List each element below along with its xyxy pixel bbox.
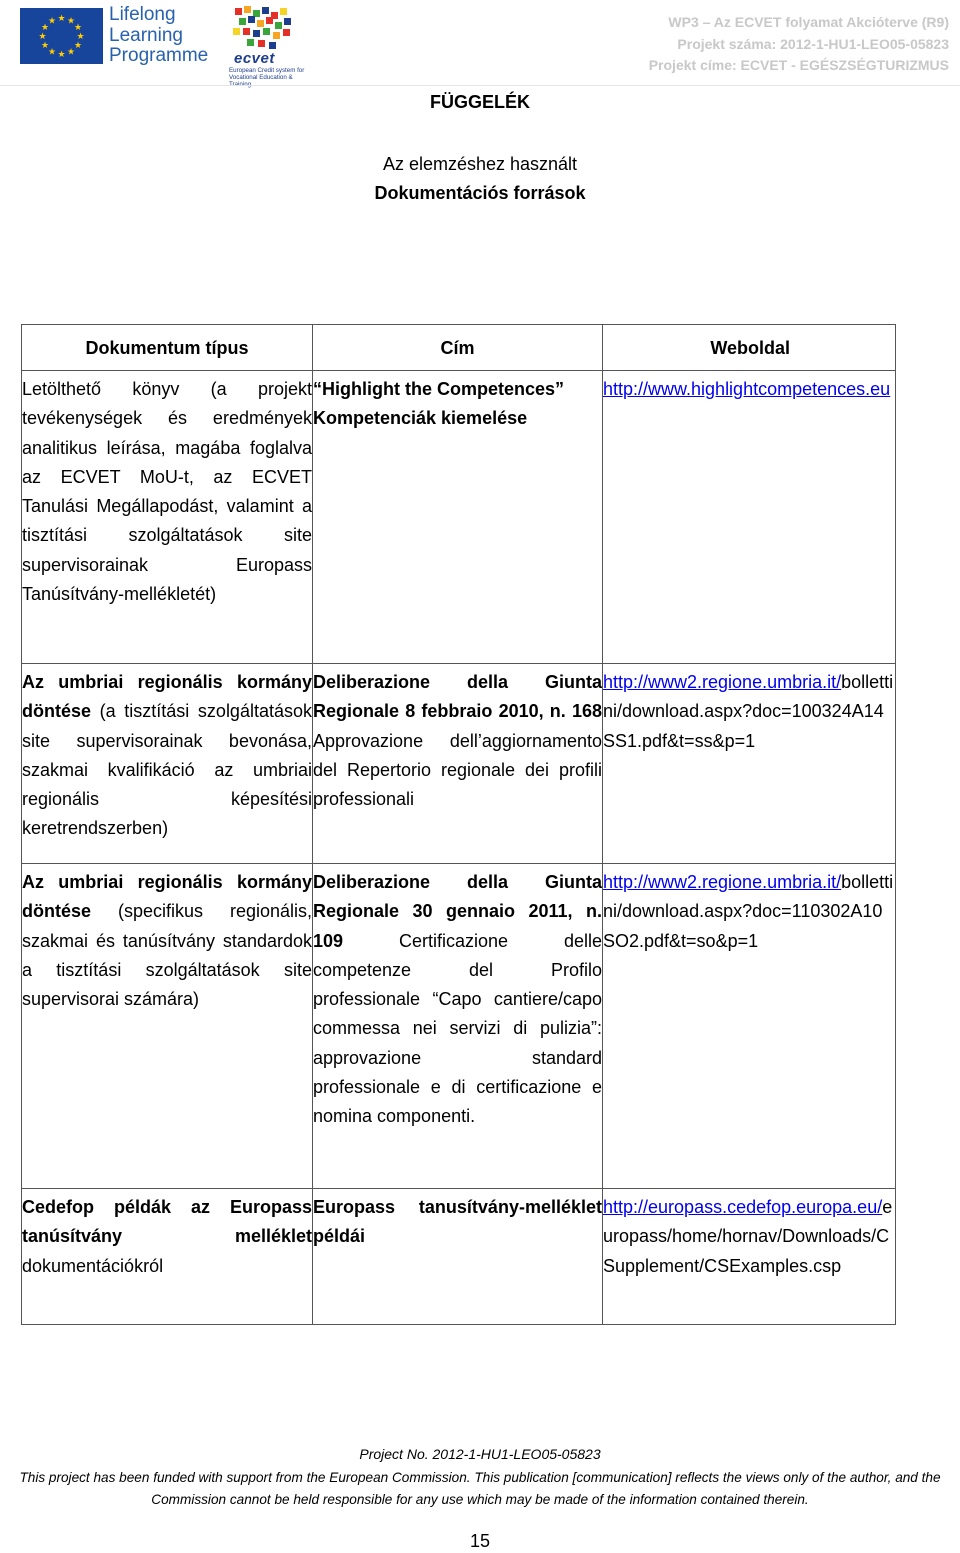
table-row [22,371,895,664]
svg-text:★: ★ [57,50,66,60]
page-title: FÜGGELÉK [429,92,530,112]
page-number: 15 [469,1531,491,1551]
header-line-2: Projekt száma: 2012-1-HU1-LEO05-05823 [677,35,949,52]
document-type-cell: Letölthető könyv (a projekt tevékenységek és eredmények analitikus leírása, magába foglalva az ECVET MoU-t, az ECVET Tanulási Megállapodást, valamint a tisztítási szolgáltatások site supervisorainak Europass Tanúsítvány-mellékletét) [22,379,312,605]
website-link[interactable]: http://www2.regione.umbria.it/ [603,672,842,692]
website-cell [602,864,894,1188]
title-cell [312,864,602,1188]
llp-line-3: Programme [109,45,209,66]
title-cell: Europass tanusítvány-melléklet példái [312,1189,602,1324]
eu-flag-logo [20,8,103,64]
svg-text:★: ★ [66,47,76,58]
column-header-website: Weboldal [602,325,894,370]
svg-text:★: ★ [40,41,50,51]
column-header-type: Dokumentum típus [85,338,249,358]
svg-text:★: ★ [47,47,57,58]
svg-text:★: ★ [76,32,85,42]
ecvet-logo-subtitle: European Credit system for Vocational Education & [229,67,305,81]
table-header-row [22,325,895,371]
website-link[interactable]: http://www2.regione.umbria.it/ [603,872,842,892]
title-cell [312,664,602,863]
llp-logo-text [109,5,208,67]
footer-project-number: Project No. 2012-1-HU1-LEO05-05823 [359,1446,601,1462]
subtitle-line-1: Az elemzéshez használt [382,154,578,174]
document-type-bold: Cedefop példák az Europass tanúsítvány melléklet [22,1197,312,1247]
document-type-cell [22,1189,312,1324]
website-link-rest: bollettini/download.aspx?doc=110302A10SO2.pdf&t=so&p=1 [603,872,894,951]
header-line-3: Projekt címe: ECVET - EGÉSZSÉGTURIZMUS [648,57,949,73]
document-type-rest: (a tisztítási szolgáltatások site supervisorainak bevonása, szakmai kvalifikáció az umbriai regionális képesítési keretrendszerben) [22,701,312,839]
svg-text:★: ★ [73,41,83,51]
section-subtitle [0,150,960,208]
sources-table [21,324,896,1325]
document-type-rest: (specifikus regionális, szakmai és tanúsítvány standardok a tisztítási szolgáltatások site supervisorai számára) [22,901,312,1010]
title-rest: Approvazione dell’aggiornamento del Repertorio regionale dei profili professionali [313,730,602,810]
website-link[interactable]: http://www.highlightcompetences.eu [603,379,891,399]
footer-disclaimer: This project has been funded with support from the European Commission. This publication [communication] reflects the views only of the author, and the Commission cannot be held responsible for any use which may be made of the information contained therein. [19,1470,941,1507]
llp-line-1: Lifelong [109,4,176,25]
title-cell [312,371,602,663]
svg-text:★: ★ [57,14,66,24]
llp-line-2: Learning [109,24,183,46]
title-line-2: Kompetenciák kiemelése [313,408,528,429]
website-cell [602,371,894,663]
title-bold: Deliberazione della Giunta Regionale 8 febbraio 2010, n. 168 [313,672,602,722]
subtitle-line-2: Dokumentációs források [374,183,586,203]
title-line-1: “Highlight the Competences” [313,379,565,399]
website-link-rest: europass/home/hornav/Downloads/CSupplement/CSExamples.csp [603,1197,893,1276]
document-type-cell [22,664,312,863]
website-cell [602,664,894,863]
ecvet-logo-word: ecvet [234,50,275,67]
table-row [22,664,895,864]
website-cell [602,1189,894,1324]
svg-text:★: ★ [47,16,57,27]
header-line-1: WP3 – Az ECVET folyamat Akcióterve (R9) [668,14,949,30]
svg-text:★: ★ [40,23,50,33]
title-rest: Certificazione delle competenze del Profilo professionale “Capo cantiere/capo commessa nei servizi di pulizia”: approvazione standard professionale e di certificazione e nomina componenti. [313,930,602,1127]
website-link[interactable]: http://europass.cedefop.europa.eu/ [603,1197,883,1217]
header-divider [0,85,960,86]
header-project-info [649,12,949,77]
table-row [22,1189,895,1324]
table-row [22,864,895,1189]
document-type-rest: dokumentációkról [22,1255,164,1276]
svg-text:★: ★ [66,16,76,27]
website-link-rest: bollettini/download.aspx?doc=100324A14SS1.pdf&t=ss&p=1 [603,672,894,751]
svg-text:★: ★ [38,32,47,42]
document-type-cell [22,864,312,1188]
document-type-bold: Az umbriai regionális kormány döntése [22,872,312,922]
column-header-title: Cím [312,325,602,370]
document-type-bold: Az umbriai regionális kormány döntése [22,672,312,722]
svg-text:★: ★ [73,23,83,33]
title-bold: Deliberazione della Giunta Regionale 30 gennaio 2011, n. 109 [313,872,602,951]
